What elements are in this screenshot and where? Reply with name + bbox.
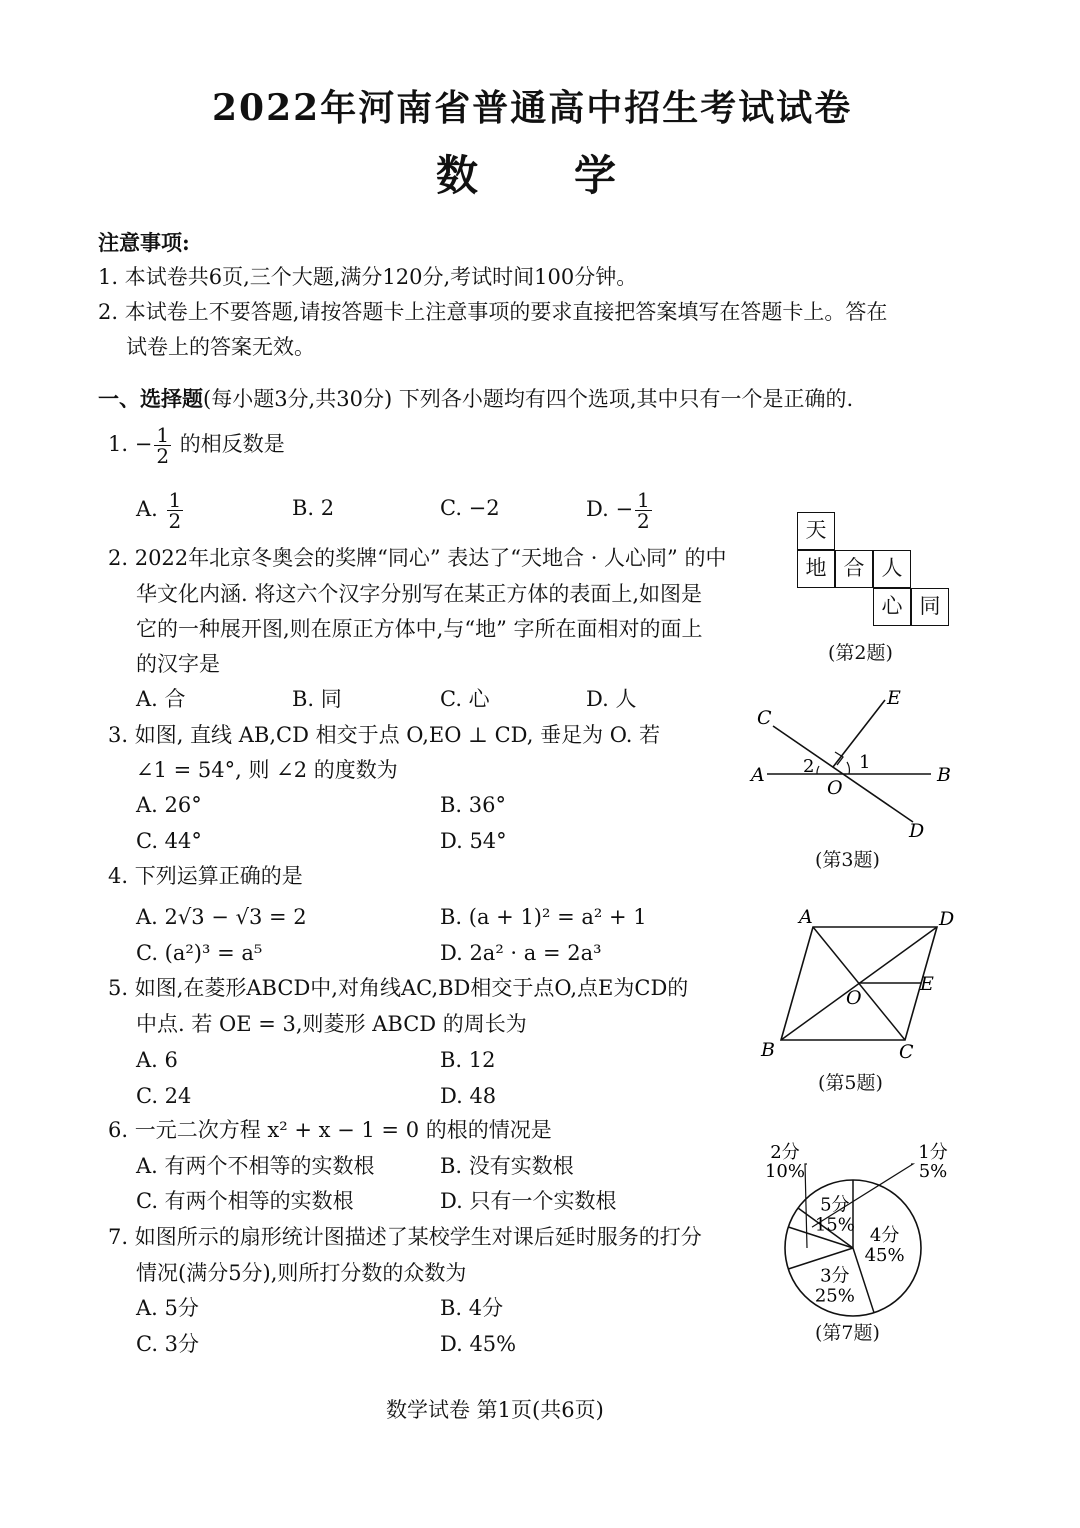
pie-label-percent-2: 25% bbox=[814, 1285, 855, 1307]
label-b: B bbox=[761, 1039, 775, 1061]
figure-3-caption: (第3题) bbox=[815, 849, 880, 871]
label-c: C bbox=[757, 707, 772, 729]
section-1-heading bbox=[98, 381, 853, 417]
net-cell-ren: 人 bbox=[873, 550, 911, 588]
pie-label-percent-4: 15% bbox=[814, 1214, 855, 1236]
q7-option-c: C. 3分 bbox=[136, 1332, 200, 1356]
net-cell-tong: 同 bbox=[911, 588, 949, 626]
pie-label-category-3: 4分 bbox=[869, 1224, 900, 1246]
q4-line-1: 4. 下列运算正确的是 bbox=[108, 864, 303, 888]
q1-option-b: B. 2 bbox=[292, 496, 335, 520]
subject-char-2: 学 bbox=[574, 151, 617, 200]
figure-3-lines bbox=[745, 682, 965, 847]
label-e: E bbox=[887, 687, 901, 709]
q7-line-2: 情况(满分5分),则所打分数的众数为 bbox=[136, 1261, 467, 1285]
q3-option-d: D. 54° bbox=[440, 829, 507, 853]
q7-line-1: 7. 如图所示的扇形统计图描述了某校学生对课后延时服务的打分 bbox=[108, 1225, 702, 1249]
q3-line-1: 3. 如图, 直线 AB,CD 相交于点 O,EO ⊥ CD, 垂足为 O. 若 bbox=[108, 723, 661, 747]
q4-option-a: A. 2√3 − √3 = 2 bbox=[136, 905, 307, 929]
q2-option-a: A. 合 bbox=[136, 687, 186, 711]
q4-option-d: D. 2a² · a = 2a³ bbox=[440, 941, 602, 965]
pie-label-category-1: 2分 bbox=[770, 1142, 800, 1163]
q5-line-1: 5. 如图,在菱形ABCD中,对角线AC,BD相交于点O,点E为CD的 bbox=[108, 976, 689, 1000]
q7-option-d: D. 45% bbox=[440, 1332, 517, 1356]
pie-label-percent-0: 5% bbox=[918, 1161, 948, 1182]
exam-title: 2022年河南省普通高中招生考试试卷 bbox=[212, 87, 853, 129]
q2-option-c: C. 心 bbox=[440, 687, 490, 711]
pie-label-percent-3: 45% bbox=[864, 1244, 905, 1266]
q3-option-c: C. 44° bbox=[136, 829, 202, 853]
net-cell-xin: 心 bbox=[873, 588, 911, 626]
q5-option-c: C. 24 bbox=[136, 1084, 192, 1108]
q2-line-2: 华文化内涵. 将这六个汉字分别写在某正方体的表面上,如图是 bbox=[136, 582, 703, 606]
figure-5-rhombus bbox=[755, 900, 965, 1070]
q6-option-a: A. 有两个不相等的实数根 bbox=[136, 1154, 375, 1178]
q2-line-3: 它的一种展开图,则在原正方体中,与“地” 字所在面相对的面上 bbox=[136, 617, 703, 641]
label-d: D bbox=[909, 820, 925, 842]
q2-line-1: 2. 2022年北京冬奥会的奖牌“同心” 表达了“天地合 · 人心同” 的中 bbox=[108, 546, 727, 570]
net-cell-tian: 天 bbox=[797, 512, 835, 550]
figure-7-caption: (第7题) bbox=[815, 1322, 880, 1344]
q3-option-b: B. 36° bbox=[440, 793, 507, 817]
pie-label-category-2: 3分 bbox=[820, 1265, 850, 1287]
q5-option-a: A. 6 bbox=[136, 1048, 178, 1072]
q7-option-a: A. 5分 bbox=[136, 1296, 199, 1320]
q1-option-d: D. − $\frac{1}{2}$ bbox=[586, 488, 650, 533]
page-footer: 数学试卷 第1页(共6页) bbox=[386, 1398, 604, 1422]
angle-1-label: 1 bbox=[859, 752, 871, 773]
figure-2-caption: (第2题) bbox=[828, 642, 893, 664]
label-a: A bbox=[751, 764, 765, 786]
q1-option-c: C. −2 bbox=[440, 496, 500, 520]
fraction: $\frac{1}{2}$ bbox=[156, 423, 170, 468]
label-o: O bbox=[846, 987, 862, 1009]
q3-line-2: ∠1 = 54°, 则 ∠2 的度数为 bbox=[136, 758, 398, 782]
figure-5-caption: (第5题) bbox=[818, 1072, 883, 1094]
label-o: O bbox=[827, 777, 843, 799]
label-c: C bbox=[899, 1041, 914, 1063]
label-e: E bbox=[920, 973, 934, 995]
label-a: A bbox=[799, 906, 813, 928]
pie-leader-line-1 bbox=[805, 1164, 807, 1248]
net-cell-he: 合 bbox=[835, 550, 873, 588]
q7-option-b: B. 4分 bbox=[440, 1296, 504, 1320]
q5-option-d: D. 48 bbox=[440, 1084, 497, 1108]
q2-option-d: D. 人 bbox=[586, 687, 637, 711]
q6-option-b: B. 没有实数根 bbox=[440, 1154, 574, 1178]
label-d: D bbox=[939, 908, 955, 930]
q6-option-c: C. 有两个相等的实数根 bbox=[136, 1189, 354, 1213]
q2-line-4: 的汉字是 bbox=[136, 652, 220, 676]
net-cell-di: 地 bbox=[797, 550, 835, 588]
q4-option-c: C. (a²)³ = a⁵ bbox=[136, 941, 263, 965]
pie-label-category-4: 5分 bbox=[820, 1194, 850, 1216]
notice-item-2-line-1: 2. 本试卷上不要答题,请按答题卡上注意事项的要求直接把答案填写在答题卡上。答在 bbox=[98, 300, 888, 324]
q6-option-d: D. 只有一个实数根 bbox=[440, 1189, 617, 1213]
q2-option-b: B. 同 bbox=[292, 687, 342, 711]
q5-option-b: B. 12 bbox=[440, 1048, 496, 1072]
q5-line-2: 中点. 若 OE = 3,则菱形 ABCD 的周长为 bbox=[136, 1012, 527, 1036]
label-b: B bbox=[937, 764, 951, 786]
pie-label-percent-1: 10% bbox=[764, 1161, 806, 1182]
angle-2-label: 2 bbox=[803, 756, 815, 777]
q4-option-b: B. (a + 1)² = a² + 1 bbox=[440, 905, 647, 929]
notice-item-2-line-2: 试卷上的答案无效。 bbox=[126, 335, 315, 359]
notice-heading: 注意事项: bbox=[98, 230, 190, 255]
q3-option-a: A. 26° bbox=[136, 793, 202, 817]
question-1-stem: 1. − $\frac{1}{2}$ 的相反数是 bbox=[108, 423, 285, 468]
pie-label-category-0: 1分 bbox=[918, 1142, 948, 1163]
figure-7-pie-chart bbox=[755, 1130, 965, 1320]
section-1-title: 一、选择题 bbox=[98, 386, 203, 411]
subject-char-1: 数 bbox=[436, 151, 479, 200]
q1-option-a: A. $\frac{1}{2}$ bbox=[136, 488, 182, 533]
section-1-instructions: (每小题3分,共30分) 下列各小题均有四个选项,其中只有一个是正确的. bbox=[203, 387, 854, 411]
notice-item-1: 1. 本试卷共6页,三个大题,满分120分,考试时间100分钟。 bbox=[98, 265, 638, 289]
q6-line-1: 6. 一元二次方程 x² + x − 1 = 0 的根的情况是 bbox=[108, 1118, 552, 1142]
